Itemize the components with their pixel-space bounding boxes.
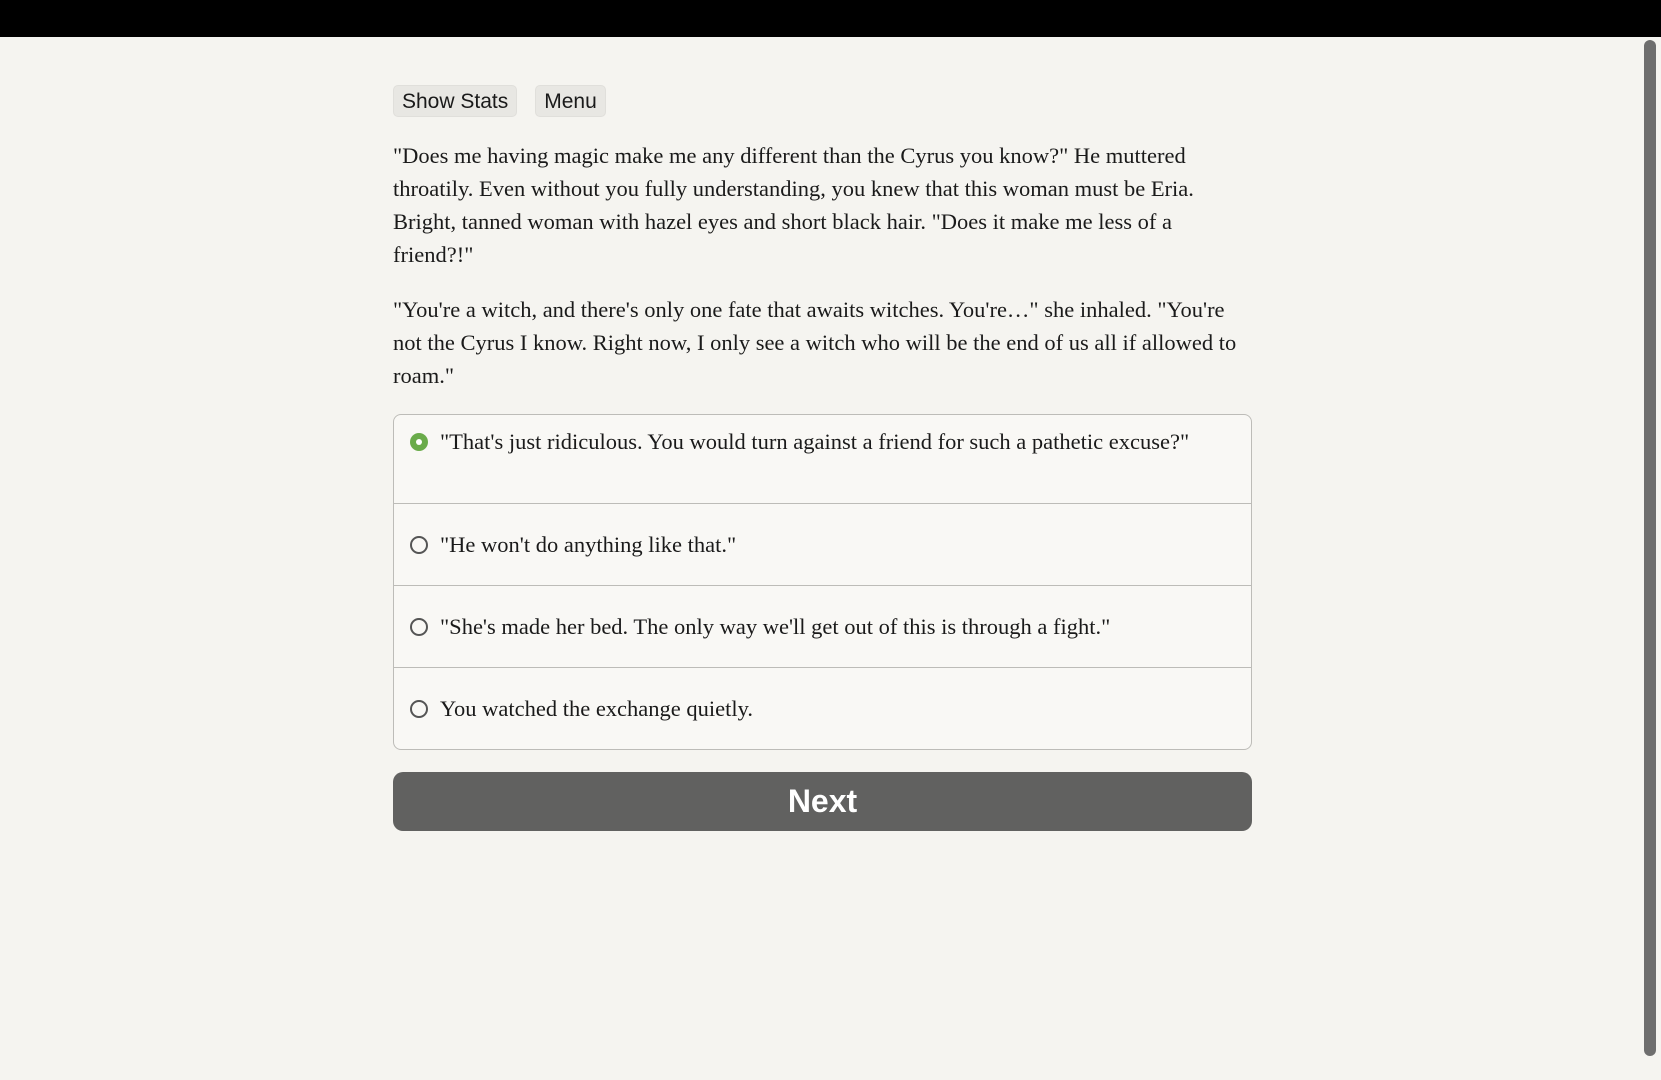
window-top-bar: [0, 0, 1661, 37]
choice-option-content: [406, 425, 1189, 458]
story-paragraph: "You're a witch, and there's only one fate that awaits witches. You're…" she inhaled. "You're not the Cyrus I know. Right now, I only see a witch who will be the end of us all if allowed to roam.": [393, 297, 1237, 388]
choice-option[interactable]: [394, 585, 1251, 667]
story-paragraph: "Does me having magic make me any different than the Cyrus you know?" He muttered throatily. Even without you fully understanding, you knew that this woman must be Eria. Bright, tanned woman with hazel eyes and short black hair. "Does it make me less of a friend?!": [393, 143, 1194, 267]
choice-list: [393, 414, 1252, 750]
choice-option-label: You watched the exchange quietly.: [440, 696, 754, 721]
choice-option[interactable]: [394, 415, 1251, 503]
header-buttons: [393, 85, 1252, 117]
radio-unchecked-icon[interactable]: [410, 700, 428, 718]
next-button[interactable]: Next: [393, 772, 1252, 831]
show-stats-button[interactable]: Show Stats: [393, 85, 517, 117]
choice-option-label: "That's just ridiculous. You would turn against a friend for such a pathetic excuse?": [440, 429, 1190, 454]
menu-button[interactable]: Menu: [535, 85, 606, 117]
choice-option-label: "She's made her bed. The only way we'll get out of this is through a fight.": [440, 614, 1111, 639]
game-content: [393, 85, 1252, 831]
choice-option-label: "He won't do anything like that.": [440, 532, 737, 557]
choice-option[interactable]: [394, 667, 1251, 749]
choice-option[interactable]: [394, 503, 1251, 585]
radio-checked-icon[interactable]: [410, 433, 428, 451]
radio-unchecked-icon[interactable]: [410, 618, 428, 636]
page-scrollbar[interactable]: [1644, 40, 1656, 1056]
radio-unchecked-icon[interactable]: [410, 536, 428, 554]
